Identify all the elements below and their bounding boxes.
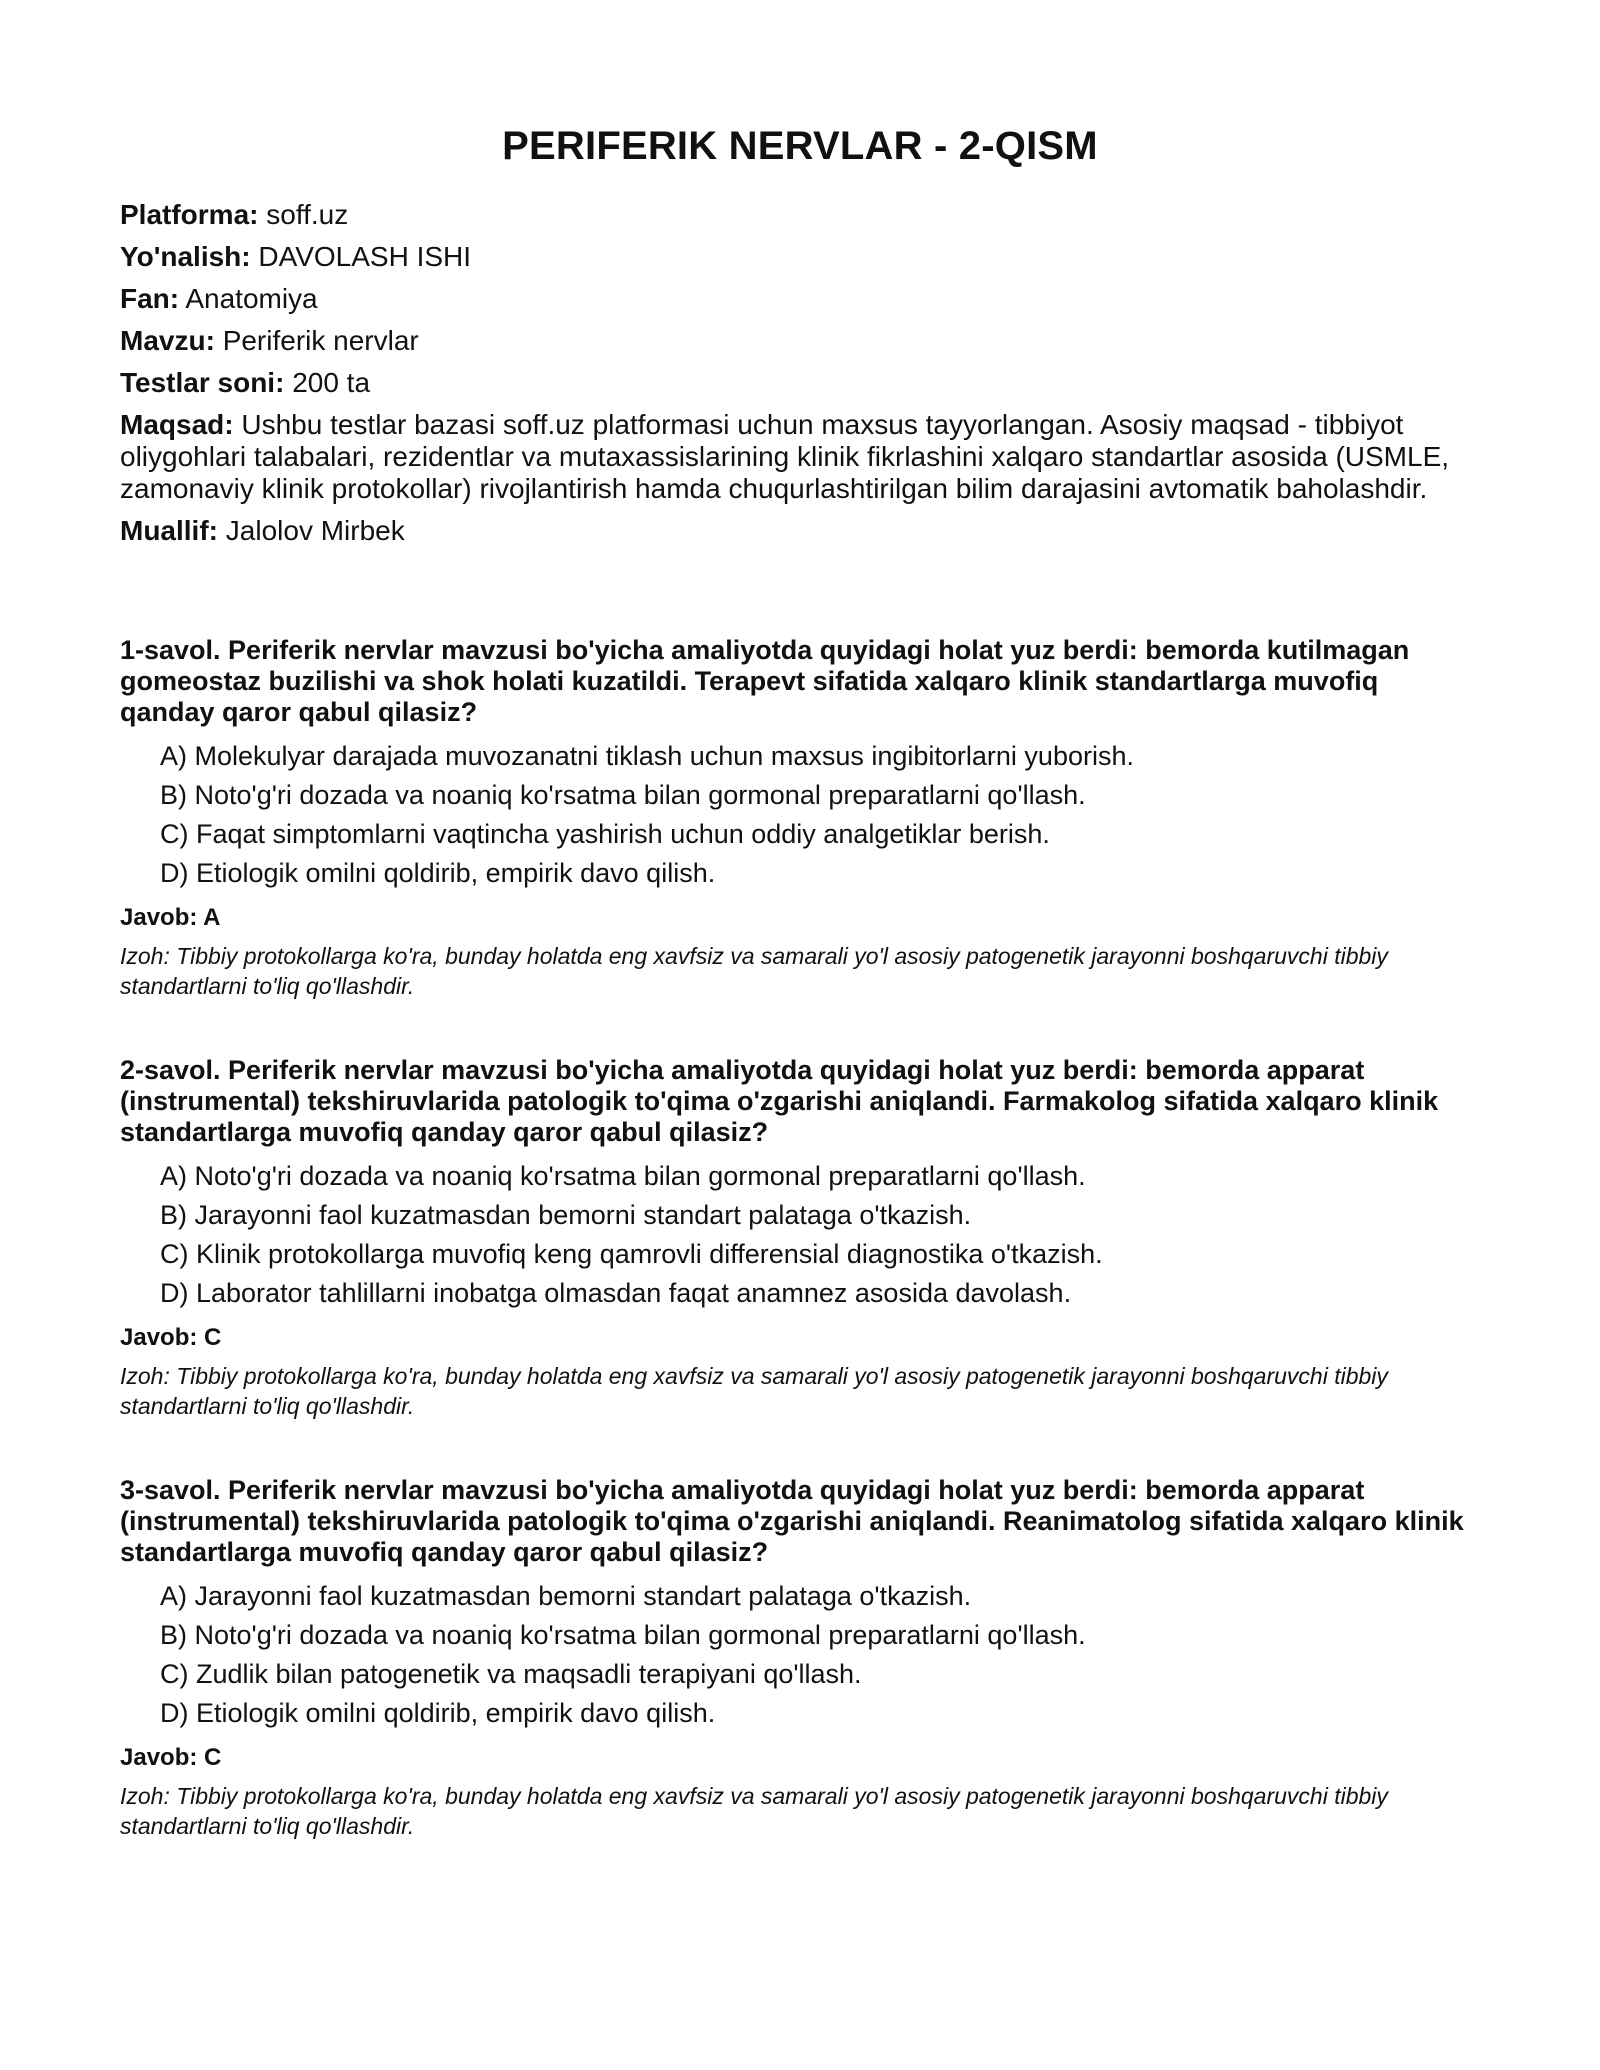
metadata-block (120, 199, 1480, 547)
document-title: PERIFERIK NERVLAR - 2-QISM (502, 124, 1098, 168)
meta-value: soff.uz (266, 199, 349, 230)
option-a: A) Molekulyar darajada muvozanatni tiklash uchun maxsus ingibitorlarni yuborish. (160, 741, 1134, 771)
option-b: B) Jarayonni faol kuzatmasdan bemorni standart palataga o'tkazish. (160, 1200, 972, 1230)
answer-label: Javob: C (120, 1324, 222, 1351)
question-text: 2-savol. Periferik nervlar mavzusi bo'yicha amaliyotda quyidagi holat yuz berdi: bemorda apparat (instrumental) tekshiruvlarida patologik to'qima o'zgarishi aniqlandi. Farmakolog sifatida xalqaro klinik standartlarga muvofiq qanday qaror qabul qilasiz? (120, 1055, 1439, 1147)
question-1 (120, 635, 1480, 1001)
options-list (120, 1580, 1480, 1729)
question-2 (120, 1055, 1480, 1421)
meta-value: Ushbu testlar bazasi soff.uz platformasi uchun maxsus tayyorlangan. Asosiy maqsad - tibbiyot oliygohlari talabalari, rezidentlar va mutaxassislarining klinik fikrlashini xalqaro standartlar asosida (USMLE, zamonaviy klinik protokollar) rivojlantirish hamda chuqurlashtirilgan bilim darajasini avtomatik baholashdir. (120, 409, 1450, 504)
meta-key: Mavzu: (120, 325, 215, 356)
meta-key: Muallif: (120, 515, 218, 546)
explanation-text: Izoh: Tibbiy protokollarga ko'ra, bunday holatda eng xavfsiz va samarali yo'l asosiy patogenetik jarayonni boshqaruvchi tibbiy standartlarni to'liq qo'llashdir. (120, 1783, 1388, 1839)
question-text: 3-savol. Periferik nervlar mavzusi bo'yicha amaliyotda quyidagi holat yuz berdi: bemorda apparat (instrumental) tekshiruvlarida patologik to'qima o'zgarishi aniqlandi. Reanimatolog sifatida xalqaro klinik standartlarga muvofiq qanday qaror qabul qilasiz? (120, 1475, 1464, 1567)
explanation-text: Izoh: Tibbiy protokollarga ko'ra, bunday holatda eng xavfsiz va samarali yo'l asosiy patogenetik jarayonni boshqaruvchi tibbiy standartlarni to'liq qo'llashdir. (120, 1363, 1388, 1419)
meta-key: Platforma: (120, 199, 259, 230)
meta-value: Jalolov Mirbek (225, 515, 405, 546)
meta-value: DAVOLASH ISHI (258, 241, 472, 272)
option-b: B) Noto'g'ri dozada va noaniq ko'rsatma bilan gormonal preparatlarni qo'llash. (160, 780, 1086, 810)
meta-key: Fan: (120, 283, 180, 314)
option-a: A) Noto'g'ri dozada va noaniq ko'rsatma bilan gormonal preparatlarni qo'llash. (160, 1161, 1086, 1191)
meta-platform (120, 199, 1480, 231)
meta-purpose (120, 409, 1480, 505)
meta-key: Testlar soni: (120, 367, 285, 398)
explanation-text: Izoh: Tibbiy protokollarga ko'ra, bunday holatda eng xavfsiz va samarali yo'l asosiy patogenetik jarayonni boshqaruvchi tibbiy standartlarni to'liq qo'llashdir. (120, 943, 1388, 999)
answer-label: Javob: A (120, 904, 221, 931)
options-list (120, 740, 1480, 889)
option-c: C) Zudlik bilan patogenetik va maqsadli terapiyani qo'llash. (160, 1659, 862, 1689)
meta-subject (120, 283, 1480, 315)
options-list (120, 1160, 1480, 1309)
meta-key: Yo'nalish: (120, 241, 251, 272)
question-text: 1-savol. Periferik nervlar mavzusi bo'yicha amaliyotda quyidagi holat yuz berdi: bemorda kutilmagan gomeostaz buzilishi va shok holati kuzatildi. Terapevt sifatida xalqaro klinik standartlarga muvofiq qanday qaror qabul qilasiz? (120, 635, 1410, 727)
meta-direction (120, 241, 1480, 273)
question-3 (120, 1475, 1480, 1841)
option-b: B) Noto'g'ri dozada va noaniq ko'rsatma bilan gormonal preparatlarni qo'llash. (160, 1620, 1086, 1650)
questions-list (120, 635, 1480, 1841)
meta-value: Anatomiya (185, 283, 318, 314)
meta-key: Maqsad: (120, 409, 234, 440)
option-d: D) Laborator tahlillarni inobatga olmasdan faqat anamnez asosida davolash. (160, 1278, 1072, 1308)
meta-topic (120, 325, 1480, 357)
meta-value: 200 ta (292, 367, 371, 398)
answer-label: Javob: C (120, 1744, 222, 1771)
option-a: A) Jarayonni faol kuzatmasdan bemorni standart palataga o'tkazish. (160, 1581, 972, 1611)
option-d: D) Etiologik omilni qoldirib, empirik davo qilish. (160, 1698, 716, 1728)
meta-test-count (120, 367, 1480, 399)
option-c: C) Faqat simptomlarni vaqtincha yashirish uchun oddiy analgetiklar berish. (160, 819, 1050, 849)
option-d: D) Etiologik omilni qoldirib, empirik davo qilish. (160, 858, 716, 888)
option-c: C) Klinik protokollarga muvofiq keng qamrovli differensial diagnostika o'tkazish. (160, 1239, 1103, 1269)
meta-value: Periferik nervlar (222, 325, 419, 356)
meta-author (120, 515, 1480, 547)
